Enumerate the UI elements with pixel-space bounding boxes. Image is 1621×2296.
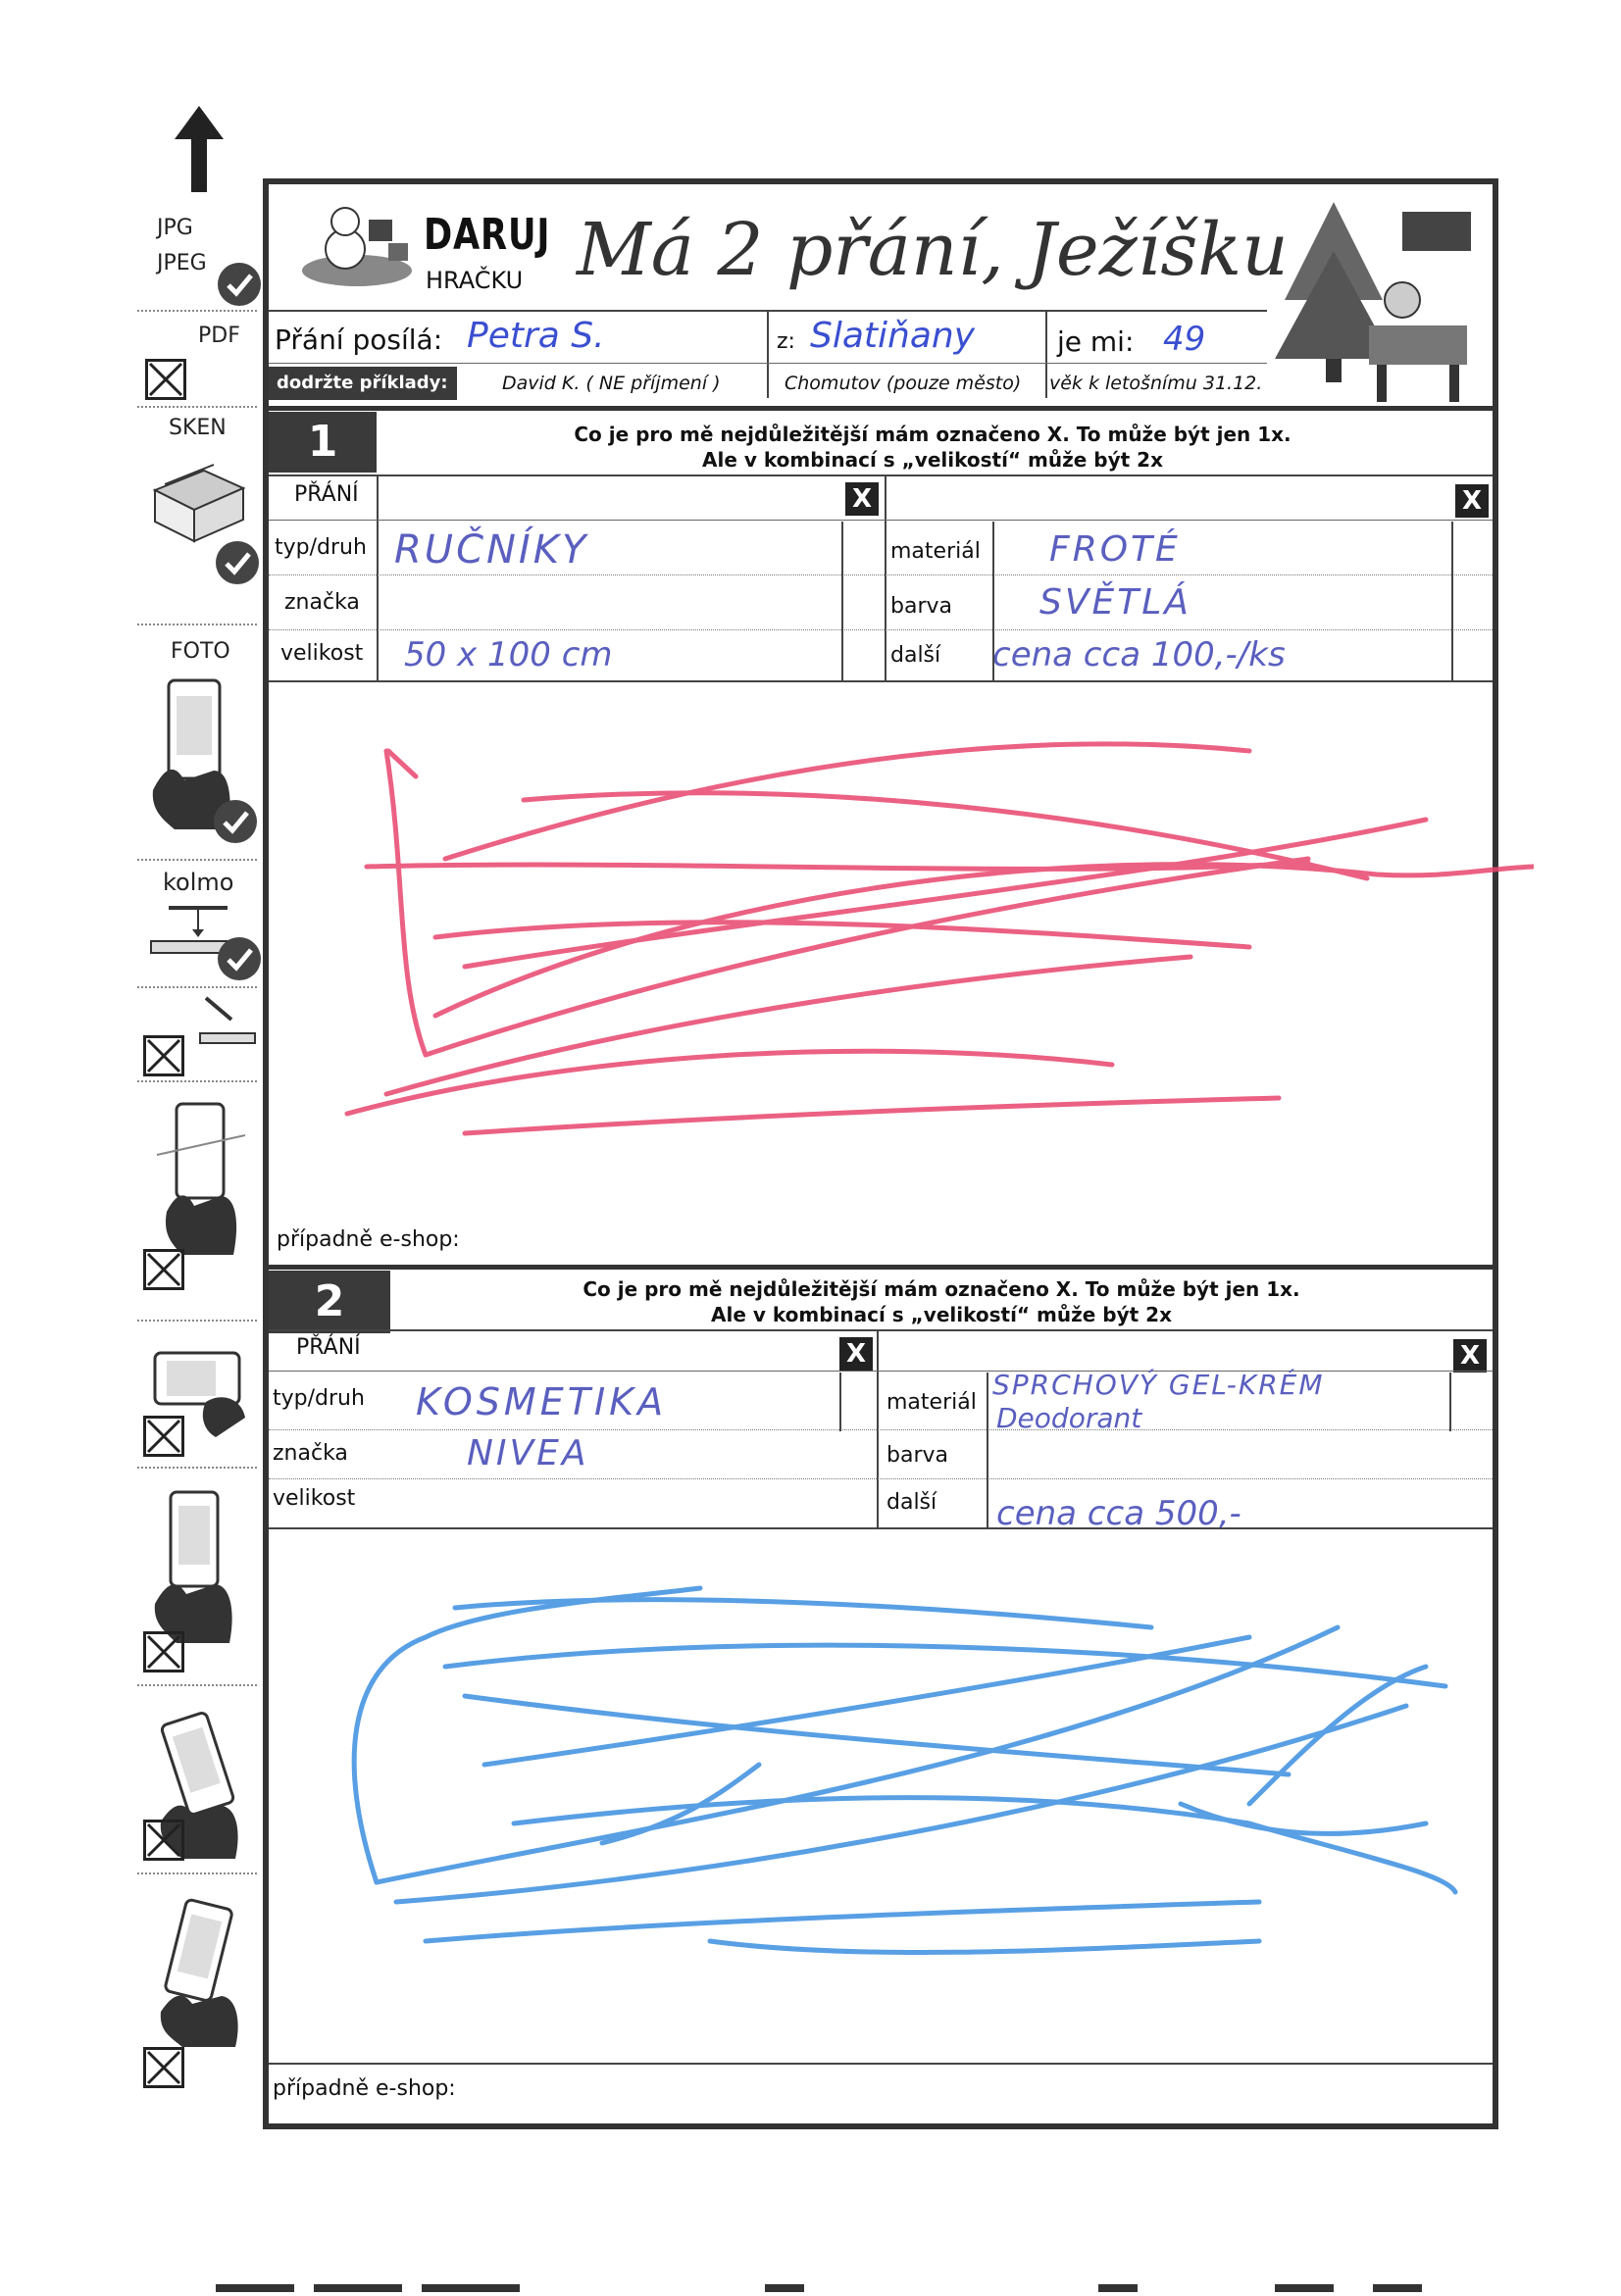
example-name: David K. ( NE příjmení ) — [502, 373, 721, 394]
type-label: typ/druh — [273, 1386, 365, 1411]
format-label-scan: SKEN — [169, 416, 227, 440]
other-value[interactable]: cena cca 100,-/ks — [992, 635, 1286, 674]
brand-value[interactable]: NIVEA — [467, 1433, 589, 1473]
size-label: velikost — [280, 641, 364, 666]
priority-mark: X — [1455, 484, 1489, 518]
wish-label: PŘÁNÍ — [296, 1335, 361, 1360]
wish-note-line-2: Ale v kombinací s „velikostí“ může být 2x — [711, 1303, 1172, 1326]
type-label: typ/druh — [275, 535, 367, 560]
priority-mark: X — [845, 482, 879, 516]
color-label: barva — [886, 1443, 948, 1468]
angled-photo-icon — [192, 994, 261, 1053]
brand-label: značka — [284, 590, 360, 615]
brand-label: značka — [273, 1441, 348, 1466]
wish-note-line-1: Co je pro mě nejdůležitější mám označeno X. To může být jen 1x. — [583, 1277, 1300, 1301]
eshop-label: případně e-shop: — [273, 2076, 456, 2101]
tilted-phone-icon — [147, 1096, 255, 1263]
check-icon — [214, 800, 257, 843]
wish-note — [392, 1276, 1491, 1327]
sender-from-label: Přání posílá: — [275, 324, 443, 356]
format-label-jpeg: JPEG — [157, 251, 207, 275]
wish-number: 1 — [269, 412, 377, 473]
type-value[interactable]: RUČNÍKY — [394, 527, 589, 573]
wish-number: 2 — [269, 1271, 390, 1333]
color-value[interactable]: SVĚTLÁ — [1039, 582, 1191, 623]
sender-city-label: z: — [777, 329, 795, 354]
cross-box-icon — [143, 1416, 184, 1457]
eshop-label: případně e-shop: — [277, 1227, 460, 1252]
wish-note-line-1: Co je pro mě nejdůležitější mám označeno X. To může být jen 1x. — [574, 423, 1292, 446]
other-label: další — [886, 1490, 937, 1515]
other-value[interactable]: cena cca 500,- — [996, 1494, 1241, 1533]
sender-city-value[interactable]: Slatiňany — [810, 316, 976, 356]
check-icon — [218, 937, 261, 980]
priority-mark: X — [1453, 1339, 1487, 1373]
blue-scribble-drawing — [269, 1529, 1553, 2039]
material-label: materiál — [886, 1390, 977, 1415]
wish-label: PŘÁNÍ — [294, 482, 359, 507]
logo-text-daruj: DARUJ — [424, 210, 551, 260]
perpendicular-label: kolmo — [163, 869, 234, 896]
format-label-photo: FOTO — [171, 639, 230, 664]
cross-box-icon — [143, 1035, 184, 1076]
other-label: další — [890, 643, 941, 668]
size-value[interactable]: 50 x 100 cm — [404, 635, 613, 674]
material-value[interactable]: FROTÉ — [1049, 529, 1181, 570]
cropped-text-residue — [216, 2276, 1510, 2292]
material-label: materiál — [890, 539, 981, 564]
tilted-phone-icon — [147, 1894, 255, 2051]
color-label: barva — [890, 594, 952, 619]
example-age: věk k letošnímu 31.12. — [1049, 373, 1263, 394]
format-label-pdf: PDF — [198, 324, 240, 348]
type-value[interactable]: KOSMETIKA — [416, 1380, 668, 1423]
wish-note-line-2: Ale v kombinací s „velikostí“ může být 2x — [702, 448, 1163, 472]
size-label: velikost — [273, 1486, 356, 1511]
christmas-tree-icon — [1275, 192, 1481, 408]
priority-mark: X — [839, 1337, 873, 1371]
cross-box-icon — [143, 1249, 184, 1290]
logo-text-hracku: HRAČKU — [426, 267, 524, 294]
cross-box-icon — [143, 2047, 184, 2088]
material-value-line-2[interactable]: Deodorant — [996, 1402, 1142, 1434]
material-value-line-1[interactable]: SPRCHOVÝ GEL-KRÉM — [992, 1369, 1325, 1401]
cross-box-icon — [143, 1631, 184, 1672]
red-scribble-drawing — [269, 682, 1534, 1212]
check-icon — [218, 263, 261, 306]
cross-box-icon — [143, 1820, 184, 1861]
sender-age-label: je mi: — [1057, 325, 1135, 358]
page-title: Má 2 přání, Ježíšku — [577, 208, 1289, 292]
phone-in-hand-icon — [147, 1484, 255, 1651]
wish-note — [379, 422, 1487, 473]
up-arrow-icon — [175, 106, 224, 192]
check-icon — [216, 541, 259, 584]
snowman-logo-icon — [294, 192, 422, 290]
format-label-jpg: JPG — [157, 216, 193, 240]
sender-age-value[interactable]: 49 — [1163, 320, 1206, 359]
example-city: Chomutov (pouze město) — [785, 373, 1022, 394]
sender-from-value[interactable]: Petra S. — [467, 316, 605, 356]
cross-box-icon — [145, 359, 186, 400]
examples-label: dodržte příklady: — [269, 367, 457, 400]
scanner-icon — [145, 451, 249, 549]
